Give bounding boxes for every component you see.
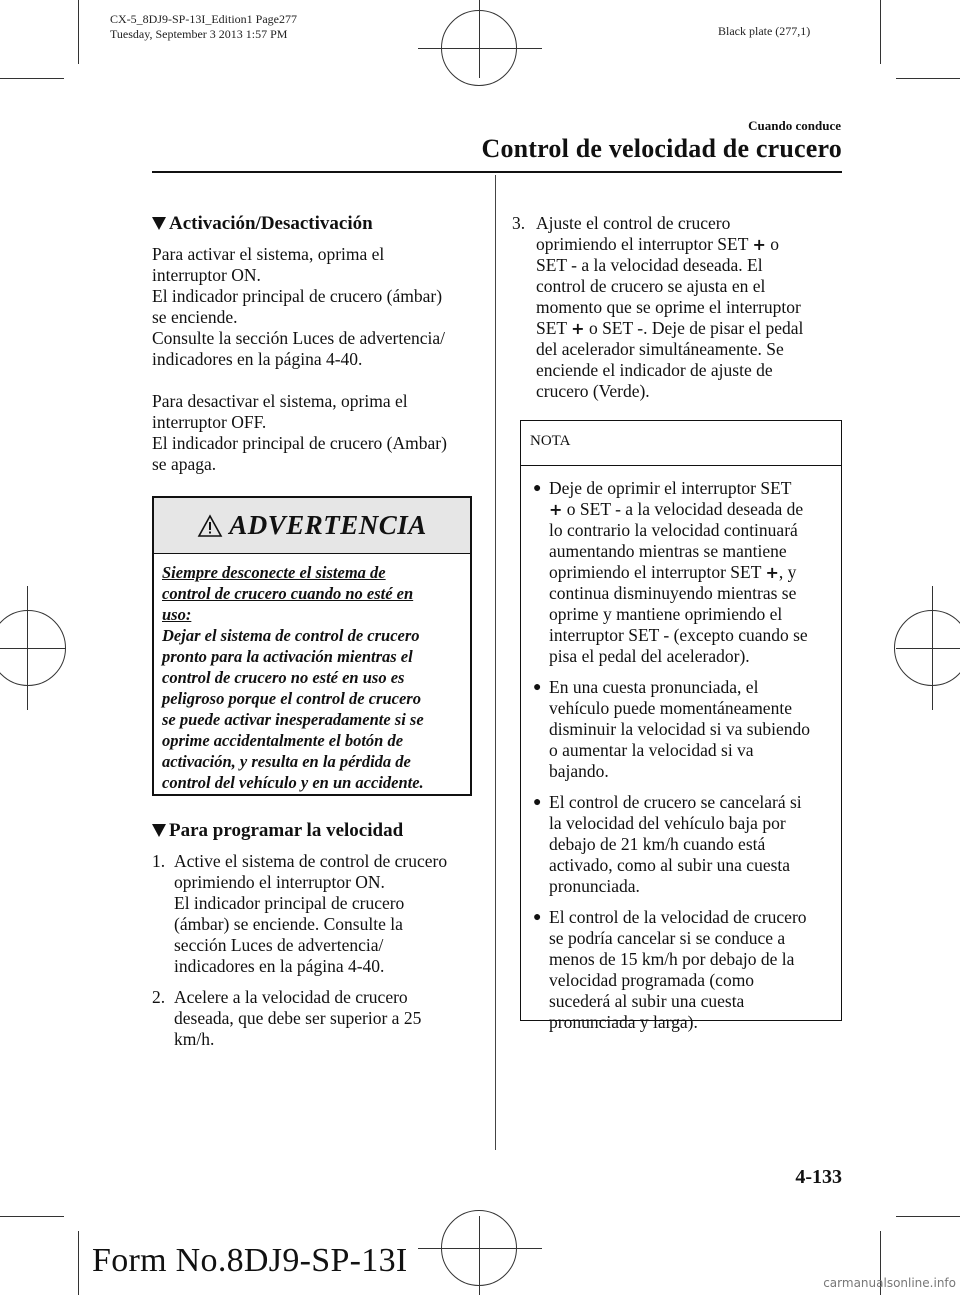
down-triangle-icon (152, 217, 166, 230)
column-divider (495, 175, 496, 1150)
warning-body: Siempre desconecte el sistema de control de crucero cuando no esté en uso: Dejar el sistema de control de crucero pronto para la activación mientras el control de crucero no esté en uso es peligroso porque el control de crucero se puede activar inesperadamente si se oprime accidentalmente el botón de activación, y resulta en la pérdida de control del vehículo y en un accidente. (162, 563, 424, 792)
note-title: NOTA (521, 421, 841, 466)
step-3: 3. Ajuste el control de crucero oprimiendo el interruptor SET + o SET - a la velocidad deseada. El control de crucero se ajusta en el momento que se oprime el interruptor SET + o SET -. Deje de pisar el pedal del acelerador simultáneamente. Se enciende el indicador de ajuste de crucero (Verde). (512, 213, 804, 401)
bullet-icon: ● (533, 795, 542, 810)
warning-title: ADVERTENCIA (229, 510, 427, 540)
note-item: ● El control de crucero se cancelará si la velocidad del vehículo baja por debajo de 21 km/h cuando está activado, como al subir una cuesta pronunciada. (529, 792, 833, 897)
watermark: carmanualsonline.info (823, 1276, 956, 1290)
plus-icon: + (752, 235, 766, 254)
activation-section (152, 213, 482, 475)
bullet-icon: ● (533, 910, 542, 925)
print-meta-plate: Black plate (277,1) (718, 24, 811, 38)
warning-triangle-icon (197, 514, 223, 538)
page-number: 4-133 (795, 1166, 842, 1188)
bullet-icon: ● (533, 680, 542, 695)
print-meta-file: CX-5_8DJ9-SP-13I_Edition1 Page277 (110, 12, 297, 26)
warning-box (152, 496, 472, 796)
program-heading: Para programar la velocidad (152, 820, 482, 841)
note-box (520, 420, 842, 1032)
section-label: Cuando conduce (748, 118, 841, 133)
note-item: ● El control de la velocidad de crucero se podría cancelar si se conduce a menos de 15 km/h por debajo de la velocidad programada (como sucederá al subir una cuesta pronunciada y larga). (529, 907, 833, 1033)
program-section (152, 820, 482, 1060)
note-body (521, 466, 841, 1033)
form-number: Form No.8DJ9-SP-13I (92, 1242, 408, 1279)
note-item: ● En una cuesta pronunciada, el vehículo puede momentáneamente disminuir la velocidad si va subiendo o aumentar la velocidad si va bajando. (529, 677, 833, 782)
print-meta-date: Tuesday, September 3 2013 1:57 PM (110, 27, 288, 41)
header-rule (152, 171, 842, 173)
note-item: ● Deje de oprimir el interruptor SET + o SET - a la velocidad deseada de lo contrario la velocidad continuará aumentando mientras se mantiene oprimiendo el interruptor SET +, y continua disminuyendo mientras se oprime y mantiene oprimiendo el interruptor SET - (excepto cuando se pisa el pedal del acelerador). (529, 478, 833, 667)
plus-icon: + (765, 563, 779, 582)
bullet-icon: ● (533, 481, 542, 496)
down-triangle-icon (152, 824, 166, 837)
plus-icon: + (571, 319, 585, 338)
activation-para-2: Para desactivar el sistema, oprima el interruptor OFF. El indicador principal de crucero (Ambar) se apaga. (152, 391, 447, 474)
step-1: 1. Active el sistema de control de crucero oprimiendo el interruptor ON. El indicador principal de crucero (ámbar) se enciende. Consulte la sección Luces de advertencia/ indicadores en la página 4-40. (152, 851, 448, 976)
warning-header (154, 498, 470, 554)
activation-heading: Activación/Desactivación (152, 213, 482, 234)
activation-para-1: Para activar el sistema, oprima el interruptor ON. El indicador principal de crucero (ámbar) se enciende. Consulte la sección Luces de advertencia/ indicadores en la página 4-40. (152, 244, 446, 369)
step-2: 2. Acelere a la velocidad de crucero deseada, que debe ser superior a 25 km/h. (152, 987, 422, 1049)
page-title: Control de velocidad de crucero (481, 134, 842, 163)
plus-icon: + (549, 500, 563, 519)
